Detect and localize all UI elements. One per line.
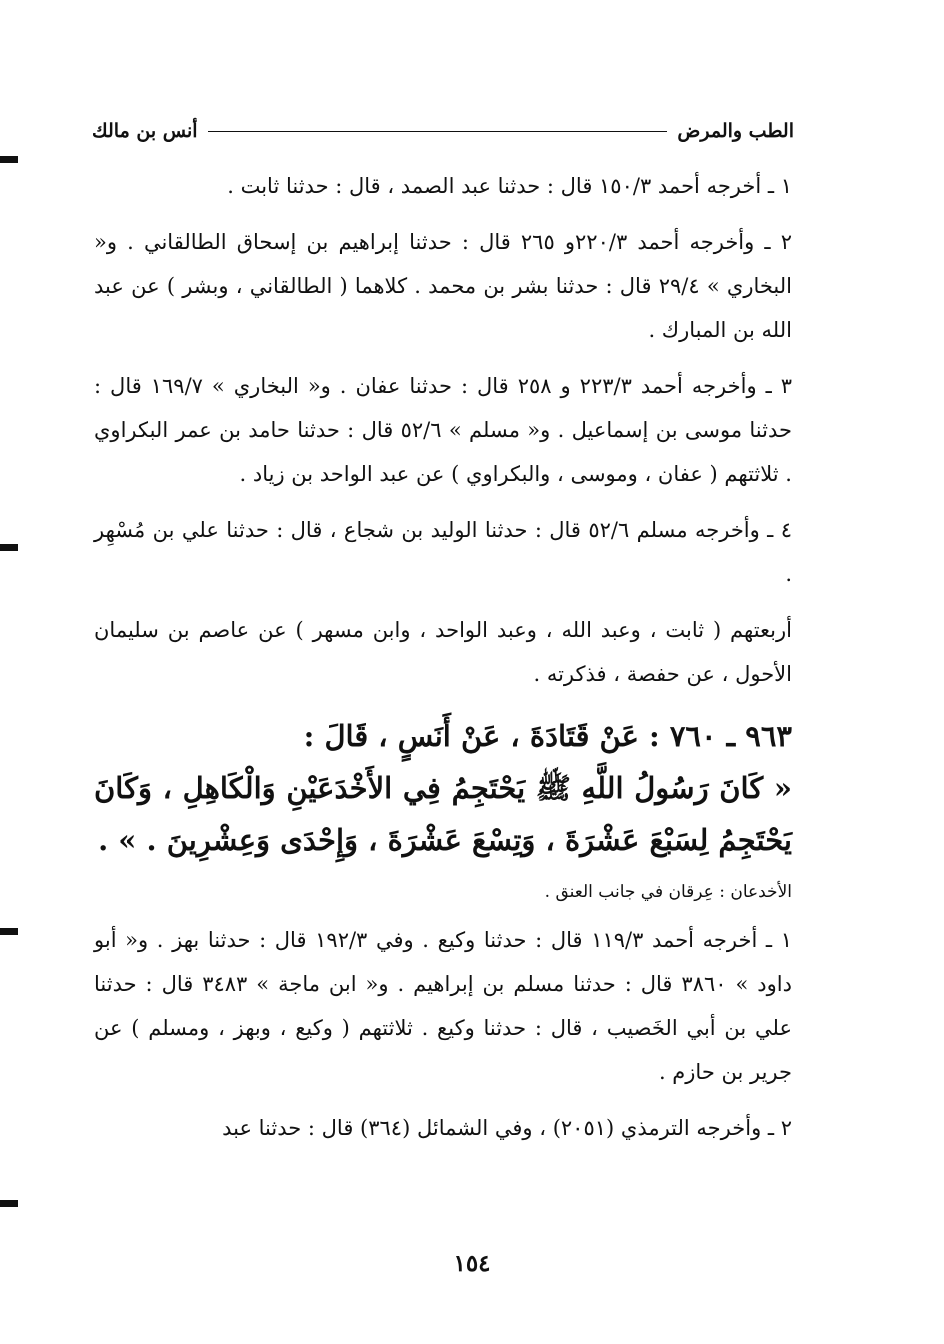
page-number: ١٥٤ (453, 1250, 491, 1277)
scan-edge-mark (0, 544, 18, 551)
header-narrator-title: أنس بن مالك (92, 120, 198, 142)
takhrij-paragraph: ٤ ـ وأخرجه مسلم ٥٢/٦ قال : حدثنا الوليد بن شجاع ، قال : حدثنا علي بن مُسْهِر . (94, 518, 792, 586)
header-rule (208, 131, 668, 132)
hadith-heading: ٩٦٣ ـ ٧٦٠ : عَنْ قَتَادَةَ ، عَنْ أَنَسٍ ، قَالَ : (303, 719, 792, 753)
hadith-block (94, 710, 792, 866)
takhrij-paragraph: ٣ ـ وأخرجه أحمد ٢٢٣/٣ و ٢٥٨ قال : حدثنا عفان . و« البخاري » ١٦٩/٧ قال : حدثنا موسى بن إسماعيل . و« مسلم » ٥٢/٦ قال : حدثنا حامد بن عمر البكراوي . ثلاثتهم ( عفان ، وموسى ، والبكراوي ) عن عبد الواحد بن زياد . (94, 374, 792, 486)
scan-edge-mark (0, 1200, 18, 1207)
takhrij-paragraph: ١ ـ أخرجه أحمد ١١٩/٣ قال : حدثنا وكيع . وفي ١٩٢/٣ قال : حدثنا بهز . و« أبو داود » ٣٨٦٠ قال : حدثنا مسلم بن إبراهيم . و« ابن ماجة » ٣٤٨٣ قال : حدثنا علي بن أبي الخَصيب ، قال : حدثنا وكيع . ثلاثتهم ( وكيع ، وبهز ، ومسلم ) عن جرير بن حازم . (94, 928, 793, 1084)
word-gloss: الأخدعان : عِرقان في جانب العنق . (544, 882, 792, 902)
header-chapter-title: الطب والمرض (677, 120, 794, 142)
takhrij-summary: أربعتهم ( ثابت ، وعبد الله ، وعبد الواحد ، وابن مسهر ) عن عاصم بن سليمان الأحول ، عن حفصة ، فذكرته . (94, 618, 792, 686)
running-header (92, 116, 794, 146)
hadith-text: « كَانَ رَسُولُ اللَّهِ ﷺ يَحْتَجِمُ فِي الأَخْدَعَيْنِ وَالْكَاهِلِ ، وَكَانَ يَحْتَجِمُ لِسَبْعَ عَشْرَةَ ، وَتِسْعَ عَشْرَةَ ، وَإِحْدَى وَعِشْرِينَ . » . (94, 771, 792, 857)
scan-edge-mark (0, 156, 18, 163)
page-body (94, 164, 792, 1162)
takhrij-paragraph: ١ ـ أخرجه أحمد ١٥٠/٣ قال : حدثنا عبد الصمد ، قال : حدثنا ثابت . (227, 174, 792, 198)
takhrij-paragraph: ٢ ـ وأخرجه أحمد ٢٢٠/٣و ٢٦٥ قال : حدثنا إبراهيم بن إسحاق الطالقاني . و« البخاري » ٢٩/٤ قال : حدثنا بشر بن محمد . كلاهما ( الطالقاني ، وبشر ) عن عبد الله بن المبارك . (94, 230, 792, 342)
takhrij-paragraph: ٢ ـ وأخرجه الترمذي (٢٠٥١) ، وفي الشمائل (٣٦٤) قال : حدثنا عبد (222, 1116, 792, 1140)
scan-edge-mark (0, 928, 18, 935)
